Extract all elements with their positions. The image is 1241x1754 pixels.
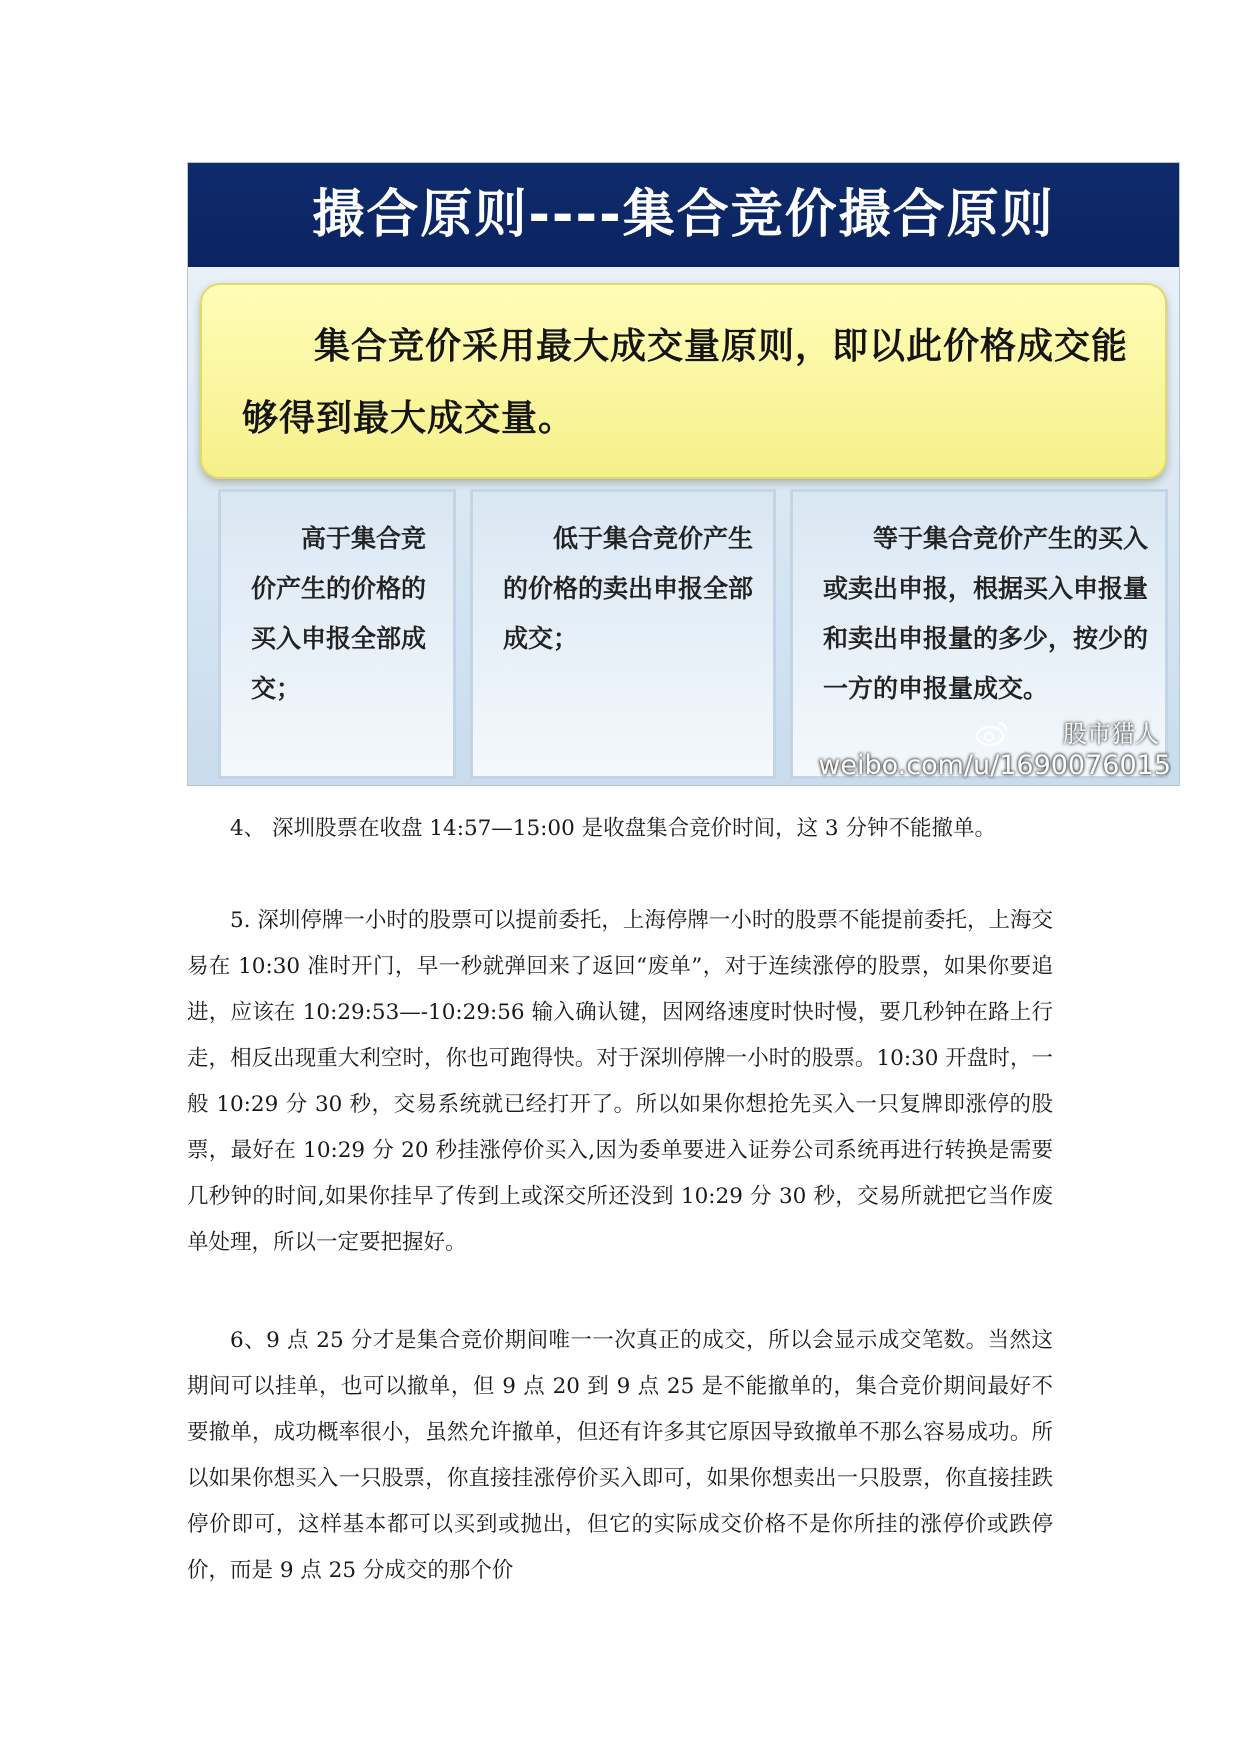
watermark-url: weibo.com/u/1690076015 — [818, 750, 1171, 781]
weibo-logo-icon — [975, 719, 1009, 747]
paragraph-6: 6、9 点 25 分才是集合竞价期间唯一一次真正的成交，所以会显示成交笔数。当然这期间可以挂单，也可以撤单，但 9 点 20 到 9 点 25 是不能撤单的，集合竞价期间最好不要撤单，成功概率很小，虽然允许撤单，但还有许多其它原因导致撤单不那么容易成功。所以如果你想买入一只股票，你直接挂涨停价买入即可，如果你想卖出一只股票，你直接挂跌停价即可，这样基本都可以买到或抛出，但它的实际成交价格不是你所挂的涨停价或跌停价，而是 9 点 25 分成交的那个价 — [187, 1328, 1053, 1583]
rule-column-lower — [470, 489, 776, 779]
rule-text-lower: 低于集合竞价产生的价格的卖出申报全部成交； — [503, 524, 754, 653]
slide-title: 撮合原则----集合竞价撮合原则 — [312, 185, 1055, 245]
slide-image — [187, 162, 1180, 786]
paragraph-4: 4、 深圳股票在收盘 14:57—15:00 是收盘集合竞价时间，这 3 分钟不能撤单。 — [230, 816, 996, 841]
rule-text-equal: 等于集合竞价产生的买入或卖出申报，根据买入申报量和卖出申报量的多少，按少的一方的申报量成交。 — [823, 524, 1149, 703]
highlight-text: 集合竞价采用最大成交量原则，即以此价格成交能够得到最大成交量。 — [242, 326, 1129, 439]
watermark-name: 股市猎人 — [1063, 720, 1159, 748]
highlight-box — [200, 283, 1167, 479]
paragraph-5: 5. 深圳停牌一小时的股票可以提前委托，上海停牌一小时的股票不能提前委托，上海交易在 10:30 准时开门，早一秒就弹回来了返回“废单”，对于连续涨停的股票，如果你要追进，应该在 10:29:53—-10:29:56 输入确认键，因网络速度时快时慢，要几秒钟在路上行走，相反出现重大利空时，你也可跑得快。对于深圳停牌一小时的股票。10:30 开盘时，一般 10:29 分 30 秒，交易系统就已经打开了。所以如果你想抢先买入一只复牌即涨停的股票，最好在 10:29 分 20 秒挂涨停价买入,因为委单要进入证券公司系统再进行转换是需要几秒钟的时间,如果你挂早了传到上或深交所还没到 10:29 分 30 秒，交易所就把它当作废单处理，所以一定要把握好。 — [187, 908, 1053, 1255]
rule-column-higher — [218, 489, 456, 779]
rule-text-higher: 高于集合竞价产生的价格的买入申报全部成交； — [251, 524, 427, 703]
